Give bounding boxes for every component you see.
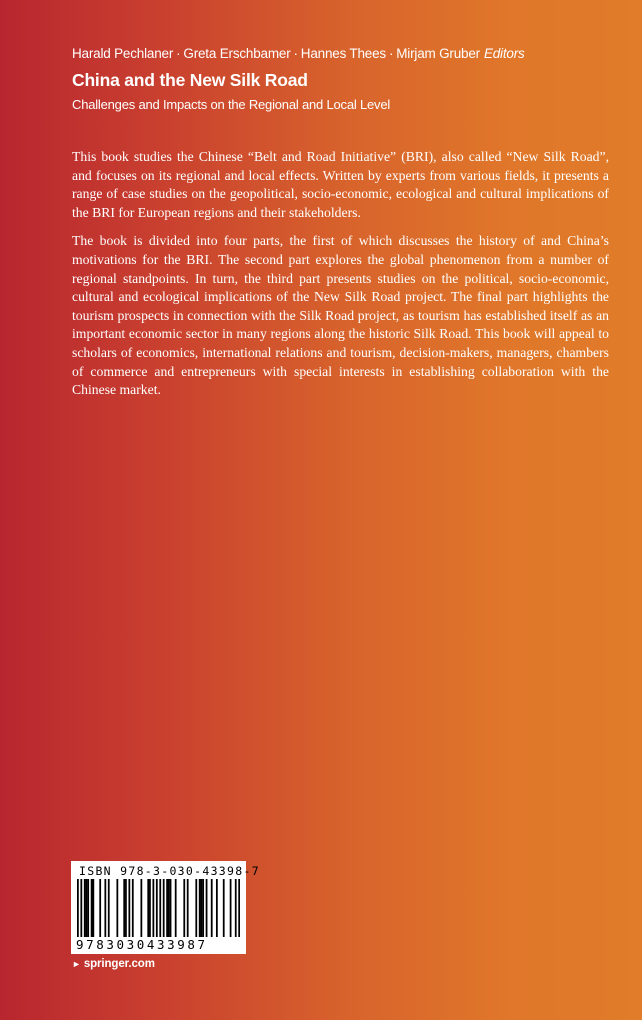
blurb-paragraph: The book is divided into four parts, the first of which discusses the history of and China’s motivations for the BRI. The second part explores the global phenomenon from a number of regional standpoints. In turn, the third part presents studies on the political, socio-economic, cultural and ecological implications of the New Silk Road project. The final part highlights the tourism prospects in connection with the Silk Road project, as tourism has established itself as an important economic sector in many regions along the historic Silk Road. This book will appeal to scholars of economics, international relations and tourism, decision-makers, managers, chambers of commerce and entrepreneurs with special interests in establishing collaboration with the Chinese market. — [72, 233, 609, 398]
editor-separator: · — [176, 46, 181, 61]
editors-role: Editors — [483, 46, 525, 61]
arrow-icon: ► — [72, 959, 81, 969]
barcode-bars — [77, 879, 240, 937]
editor-name: Hannes Thees — [300, 46, 386, 61]
barcode-digits: 9783030433987 — [76, 937, 208, 952]
cover-header — [72, 45, 612, 113]
publisher-url[interactable] — [72, 958, 155, 970]
book-subtitle: Challenges and Impacts on the Regional and Local Level — [72, 97, 391, 112]
editor-name: Mirjam Gruber — [396, 46, 480, 61]
publisher-url-text: springer.com — [83, 958, 155, 970]
editor-name: Greta Erschbamer — [183, 46, 291, 61]
editor-separator: · — [293, 46, 298, 61]
editors-line — [72, 45, 612, 63]
blurb — [72, 148, 609, 410]
isbn-barcode — [71, 861, 260, 954]
editor-name: Harald Pechlaner — [72, 46, 174, 61]
book-title: China and the New Silk Road — [72, 70, 308, 90]
isbn-label: ISBN 978-3-030-43398-7 — [79, 864, 260, 878]
blurb-paragraph: This book studies the Chinese “Belt and Road Initiative” (BRI), also called “New Silk Road”, and focuses on its regional and local effects. Written by experts from various fields, it presents a range of case studies on the geopolitical, socio-economic, ecological and cultural implications of the BRI for European regions and their stakeholders. — [72, 149, 609, 220]
editor-separator: · — [388, 46, 394, 61]
